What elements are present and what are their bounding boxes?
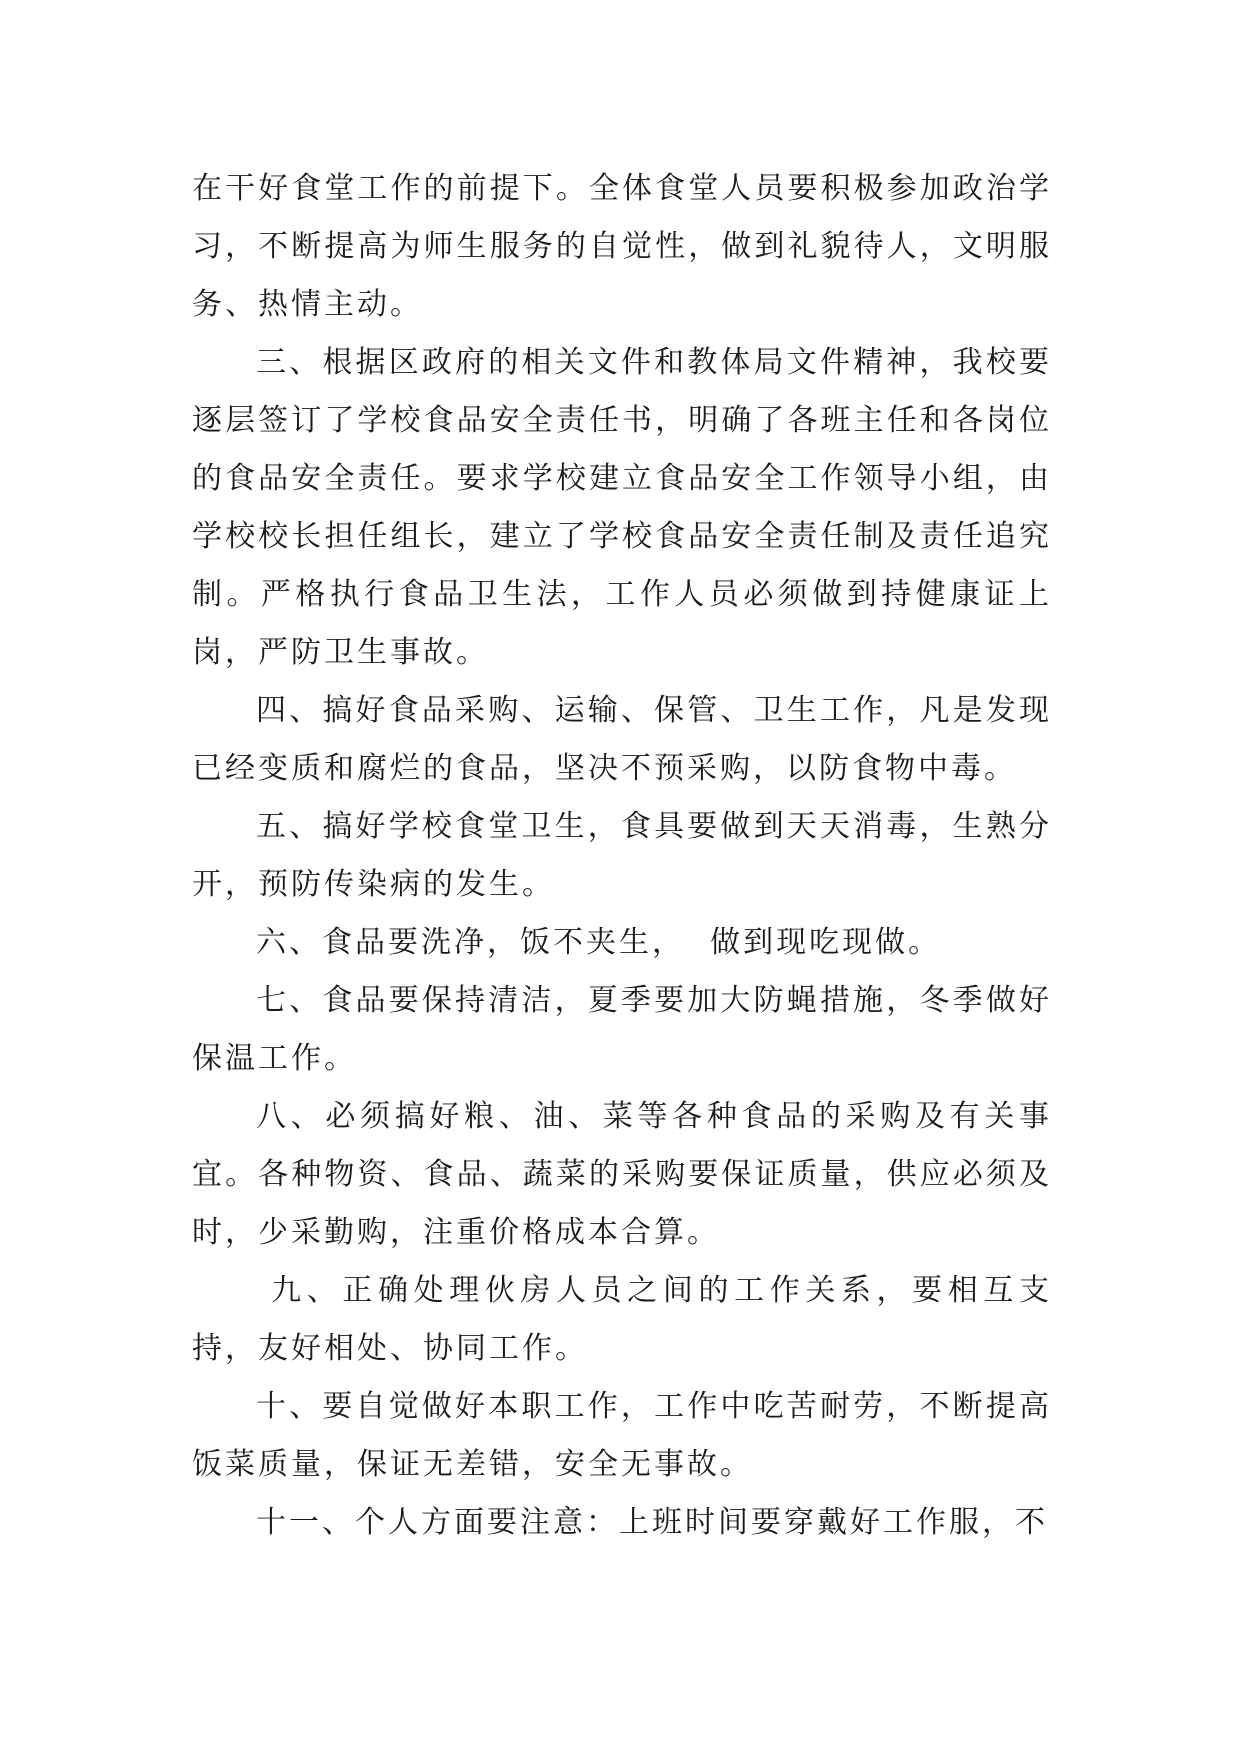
- document-body: [192, 160, 1052, 1552]
- paragraph-item-10: 十、要自觉做好本职工作，工作中吃苦耐劳，不断提高饭菜质量，保证无差错，安全无事故。: [192, 1389, 1052, 1482]
- paragraph-item-3: 三、根据区政府的相关文件和教体局文件精神，我校要逐层签订了学校食品安全责任书，明确了各班主任和各岗位的食品安全责任。要求学校建立食品安全工作领导小组，由学校校长担任组长，建立了学校食品安全责任制及责任追究制。严格执行食品卫生法，工作人员必须做到持健康证上岗，严防卫生事故。: [192, 345, 1052, 670]
- paragraph-item-8: 八、必须搞好粮、油、菜等各种食品的采购及有关事宜。各种物资、食品、蔬菜的采购要保证质量，供应必须及时，少采勤购，注重价格成本合算。: [192, 1099, 1052, 1250]
- paragraph-item-5: 五、搞好学校食堂卫生，食具要做到天天消毒，生熟分开，预防传染病的发生。: [192, 809, 1052, 902]
- paragraph-continuation: 在干好食堂工作的前提下。全体食堂人员要积极参加政治学习，不断提高为师生服务的自觉性，做到礼貌待人，文明服务、热情主动。: [192, 171, 1052, 322]
- paragraph-item-4: 四、搞好食品采购、运输、保管、卫生工作，凡是发现已经变质和腐烂的食品，坚决不预采购，以防食物中毒。: [192, 693, 1052, 786]
- paragraph-item-11: 十一、个人方面要注意：上班时间要穿戴好工作服，不: [256, 1505, 1048, 1540]
- paragraph-item-9: 九、正确处理伙房人员之间的工作关系，要相互支持，友好相处、协同工作。: [192, 1273, 1052, 1366]
- paragraph-item-6: 六、食品要洗净，饭不夹生， 做到现吃现做。: [256, 925, 942, 960]
- paragraph-item-7: 七、食品要保持清洁，夏季要加大防蝇措施，冬季做好保温工作。: [192, 983, 1052, 1076]
